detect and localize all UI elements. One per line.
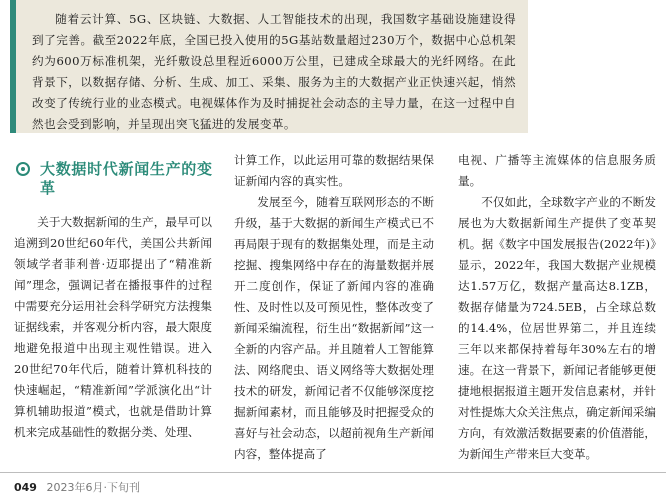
paragraph-1-continued: 计算工作，以此运用可靠的数据结果保证新闻内容的真实性。 bbox=[234, 153, 434, 188]
paragraph-2: 发展至今，随着互联网形态的不断升级，基于大数据的新闻生产模式已不再局限于现有的数据集处理，而是主动挖掘、搜集网络中存在的海量数据并展开二度创作，保证了新闻内容的准确性、及时性以及可预见性，整体改变了新闻采编流程，衍生出“数据新闻”这一全新的内容产品。并且随着人工智能算法、网络爬虫、语义网络等大数据处理技术的研发，新闻记者不仅能够深度挖掘新闻素材，而且能够及时把握受众的喜好与社会动态，以超前视角生产新闻内容，整体提高了 bbox=[234, 195, 434, 461]
column-3 bbox=[458, 150, 656, 472]
page-footer bbox=[14, 478, 140, 498]
column-1 bbox=[14, 150, 212, 472]
abstract-box bbox=[10, 0, 528, 133]
footer-divider bbox=[0, 472, 666, 473]
column-2 bbox=[234, 150, 434, 472]
target-icon bbox=[16, 162, 30, 176]
section-heading bbox=[14, 160, 212, 198]
page-number: 049 bbox=[14, 481, 37, 494]
paragraph-1: 关于大数据新闻的生产，最早可以追溯到20世纪60年代，美国公共新闻领域学者菲利普·迈耶提出了“精准新闻”理念，强调记者在播报事件的过程中需要充分运用社会科学研究方法搜集证据线索，并客观分析内容，最大限度地避免报道中出现主观性错误。进入20世纪70年代后，随着计算机科技的快速崛起，“精准新闻”学派演化出“计算机辅助报道”模式，也就是借助计算机来完成基础性的数据分类、处理、 bbox=[14, 215, 212, 439]
abstract-text: 随着云计算、5G、区块链、大数据、人工智能技术的出现，我国数字基础设施建设得到了完善。截至2022年底，全国已投入使用的5G基站数量超过230万个，数据中心总机架约为600万标准机架，光纤敷设总里程近6000万公里，已建成全球最大的光纤网络。在此背景下，以数据存储、分析、生成、加工、采集、服务为主的大数据产业正快速兴起，悄然改变了传统行业的业态模式。电视媒体作为及时捕捉社会动态的主导力量，在这一过程中自然也会受到影响，并呈现出突飞猛进的发展变革。 bbox=[32, 12, 516, 131]
paragraph-2-continued: 电视、广播等主流媒体的信息服务质量。 bbox=[458, 153, 656, 188]
paragraph-3: 不仅如此，全球数字产业的不断发展也为大数据新闻生产提供了变革契机。据《数字中国发展报告(2022年)》显示，2022年，我国大数据产业规模达1.57万亿，数据产量高达8.1ZB，数据存储量为724.5EB，占全球总数的14.4%，位居世界第二，并且连续三年以来都保持着每年30%左右的增速。在这一背景下，新闻记者能够更便捷地根据报道主题开发信息素材，并针对性提炼大众关注焦点，确定新闻采编方向，有效激活数据要素的价值潜能，为新闻生产带来巨大变革。 bbox=[458, 195, 656, 461]
issue-label: 2023年6月·下旬刊 bbox=[46, 481, 140, 494]
section-heading-text: 大数据时代新闻生产的变革 bbox=[40, 160, 212, 197]
